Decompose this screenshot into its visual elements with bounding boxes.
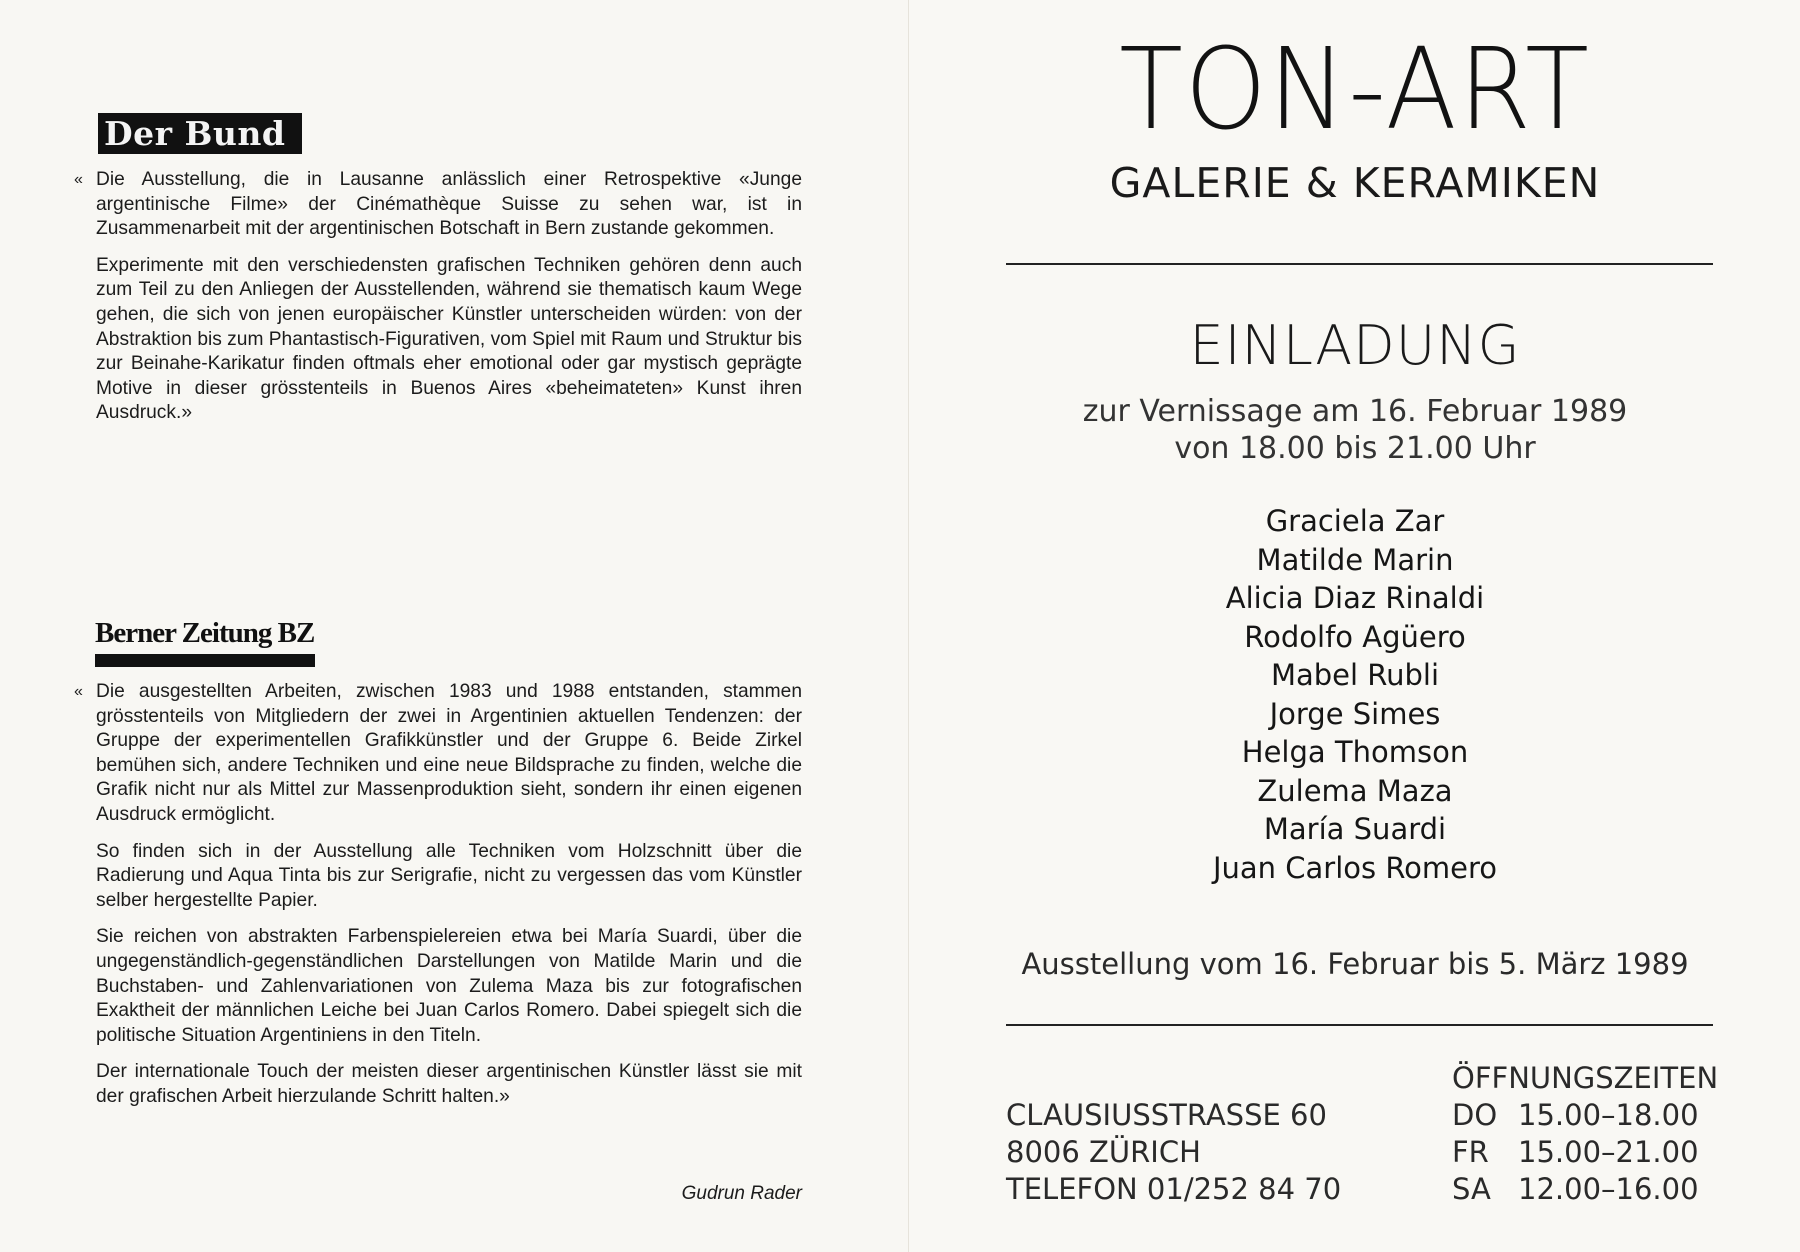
bz-paragraph-4: Der internationale Touch der meisten dieser argentinischen Künstler lässt sie mit der grafischen Arbeit hierzulande Schritt halten.» — [96, 1061, 802, 1107]
berner-zeitung-quote — [74, 680, 802, 1122]
der-bund-paragraph-1: Die Ausstellung, die in Lausanne anlässlich einer Retrospektive «Junge argentinische Filme» der Cinémathèque Suisse zu sehen war, ist in Zusammenarbeit mit der argentinischen Botschaft in Bern zustande gekommen. — [96, 169, 802, 240]
artist-list — [909, 502, 1800, 887]
artist-name: Rodolfo Agüero — [1244, 619, 1466, 654]
artist-name: Alicia Diaz Rinaldi — [1225, 581, 1485, 615]
artist-name: Graciela Zar — [1265, 504, 1445, 538]
address-block — [1006, 1097, 1341, 1208]
artist-name: Jorge Simes — [1269, 696, 1441, 731]
opening-quote-mark: « — [74, 683, 83, 700]
divider-rule — [1006, 1024, 1713, 1026]
gallery-subtitle: GALERIE & KERAMIKEN — [1109, 159, 1601, 207]
hours-day: SA — [1452, 1172, 1491, 1206]
hours-row — [1452, 1134, 1718, 1171]
bz-paragraph-3: Sie reichen von abstrakten Farbenspielereien etwa bei María Suardi, über die ungegenständlich-gegenständlichen Darstellungen von Matilde Marin und die Buchstaben- und Zahlenvariationen von Zulema Maza bis zur fotografischen Exaktheit der männlichen Leiche bei Juan Carlos Romero. Dabei spiegelt sich die politische Situation Argentiniens in den Titeln. — [96, 926, 802, 1046]
address-city: 8006 ZÜRICH — [1006, 1135, 1201, 1169]
hours-row — [1452, 1097, 1718, 1134]
berner-zeitung-name: Berner Zeitung BZ — [95, 617, 315, 649]
artist-name: Helga Thomson — [1241, 735, 1469, 769]
berner-zeitung-masthead — [95, 615, 315, 667]
vernissage-time: von 18.00 bis 21.00 Uhr — [1174, 431, 1536, 466]
hours-day: FR — [1452, 1135, 1489, 1169]
address-street: CLAUSIUSSTRASSE 60 — [1006, 1098, 1327, 1132]
artist-name: Zulema Maza — [1257, 773, 1453, 808]
artist-name: María Suardi — [1263, 812, 1447, 846]
hours-time: 12.00–16.00 — [1518, 1172, 1699, 1206]
artist-name: Matilde Marin — [1256, 542, 1454, 577]
bz-paragraph-1: Die ausgestellten Arbeiten, zwischen 1983 und 1988 entstanden, stammen grösstenteils von Mitgliedern der zwei in Argentinien aktuellen Tendenzen: der Gruppe der experimentellen Grafikkünstler und der Gruppe 6. Beide Zirkel bemühen sich, andere Techniken und eine neue Bildsprache zu finden, welche die Grafik nicht nur als Mittel zur Massenproduktion sieht, sondern ihr einen eigenen Ausdruck ermöglicht. — [96, 681, 802, 825]
hours-row — [1452, 1171, 1718, 1208]
vernissage-date: zur Vernissage am 16. Februar 1989 — [1082, 394, 1628, 429]
bz-paragraph-2: So finden sich in der Ausstellung alle Techniken vom Holzschnitt über die Radierung und Aqua Tinta bis zur Serigrafie, nicht zu vergessen das vom Künstler selber hergestellte Papier. — [96, 840, 802, 911]
der-bund-masthead: Der Bund — [98, 113, 302, 154]
opening-quote-mark: « — [74, 171, 83, 188]
der-bund-paragraph-2: Experimente mit den verschiedensten grafischen Techniken gehören denn auch zum Teil zu den Anliegen der Ausstellenden, während sie thematisch kaum Wege gehen, die sich von jenen europäischer Künstler unterscheiden würden: von der Abstraktion bis zum Phantastisch-Figurativen, vom Spiel mit Raum und Struktur bis zur Beinahe-Karikatur finden oftmals eher emotional oder gar mystisch geprägte Motive in dieser grösstenteils in Buenos Aires «beheimateten» Kunst ihren Ausdruck.» — [96, 254, 802, 424]
opening-hours-heading: ÖFFNUNGSZEITEN — [1452, 1061, 1719, 1095]
hours-time: 15.00–21.00 — [1518, 1135, 1699, 1169]
hours-day: DO — [1452, 1098, 1498, 1132]
artist-name: Mabel Rubli — [1270, 658, 1440, 692]
exhibition-dates: Ausstellung vom 16. Februar bis 5. März 1989 — [1021, 947, 1689, 981]
article-author: Gudrun Rader — [681, 1183, 802, 1204]
artist-name: Juan Carlos Romero — [1212, 850, 1498, 885]
hours-time: 15.00–18.00 — [1518, 1098, 1699, 1132]
divider-rule — [1006, 263, 1713, 265]
opening-hours — [1452, 1060, 1718, 1208]
masthead-bar — [95, 654, 315, 667]
der-bund-quote — [74, 168, 802, 438]
address-phone: TELEFON 01/252 84 70 — [1006, 1172, 1342, 1206]
invitation-heading: EINLADUNG — [1189, 314, 1521, 377]
right-page — [908, 0, 1800, 1252]
gallery-title: TON-ART — [1119, 25, 1591, 155]
